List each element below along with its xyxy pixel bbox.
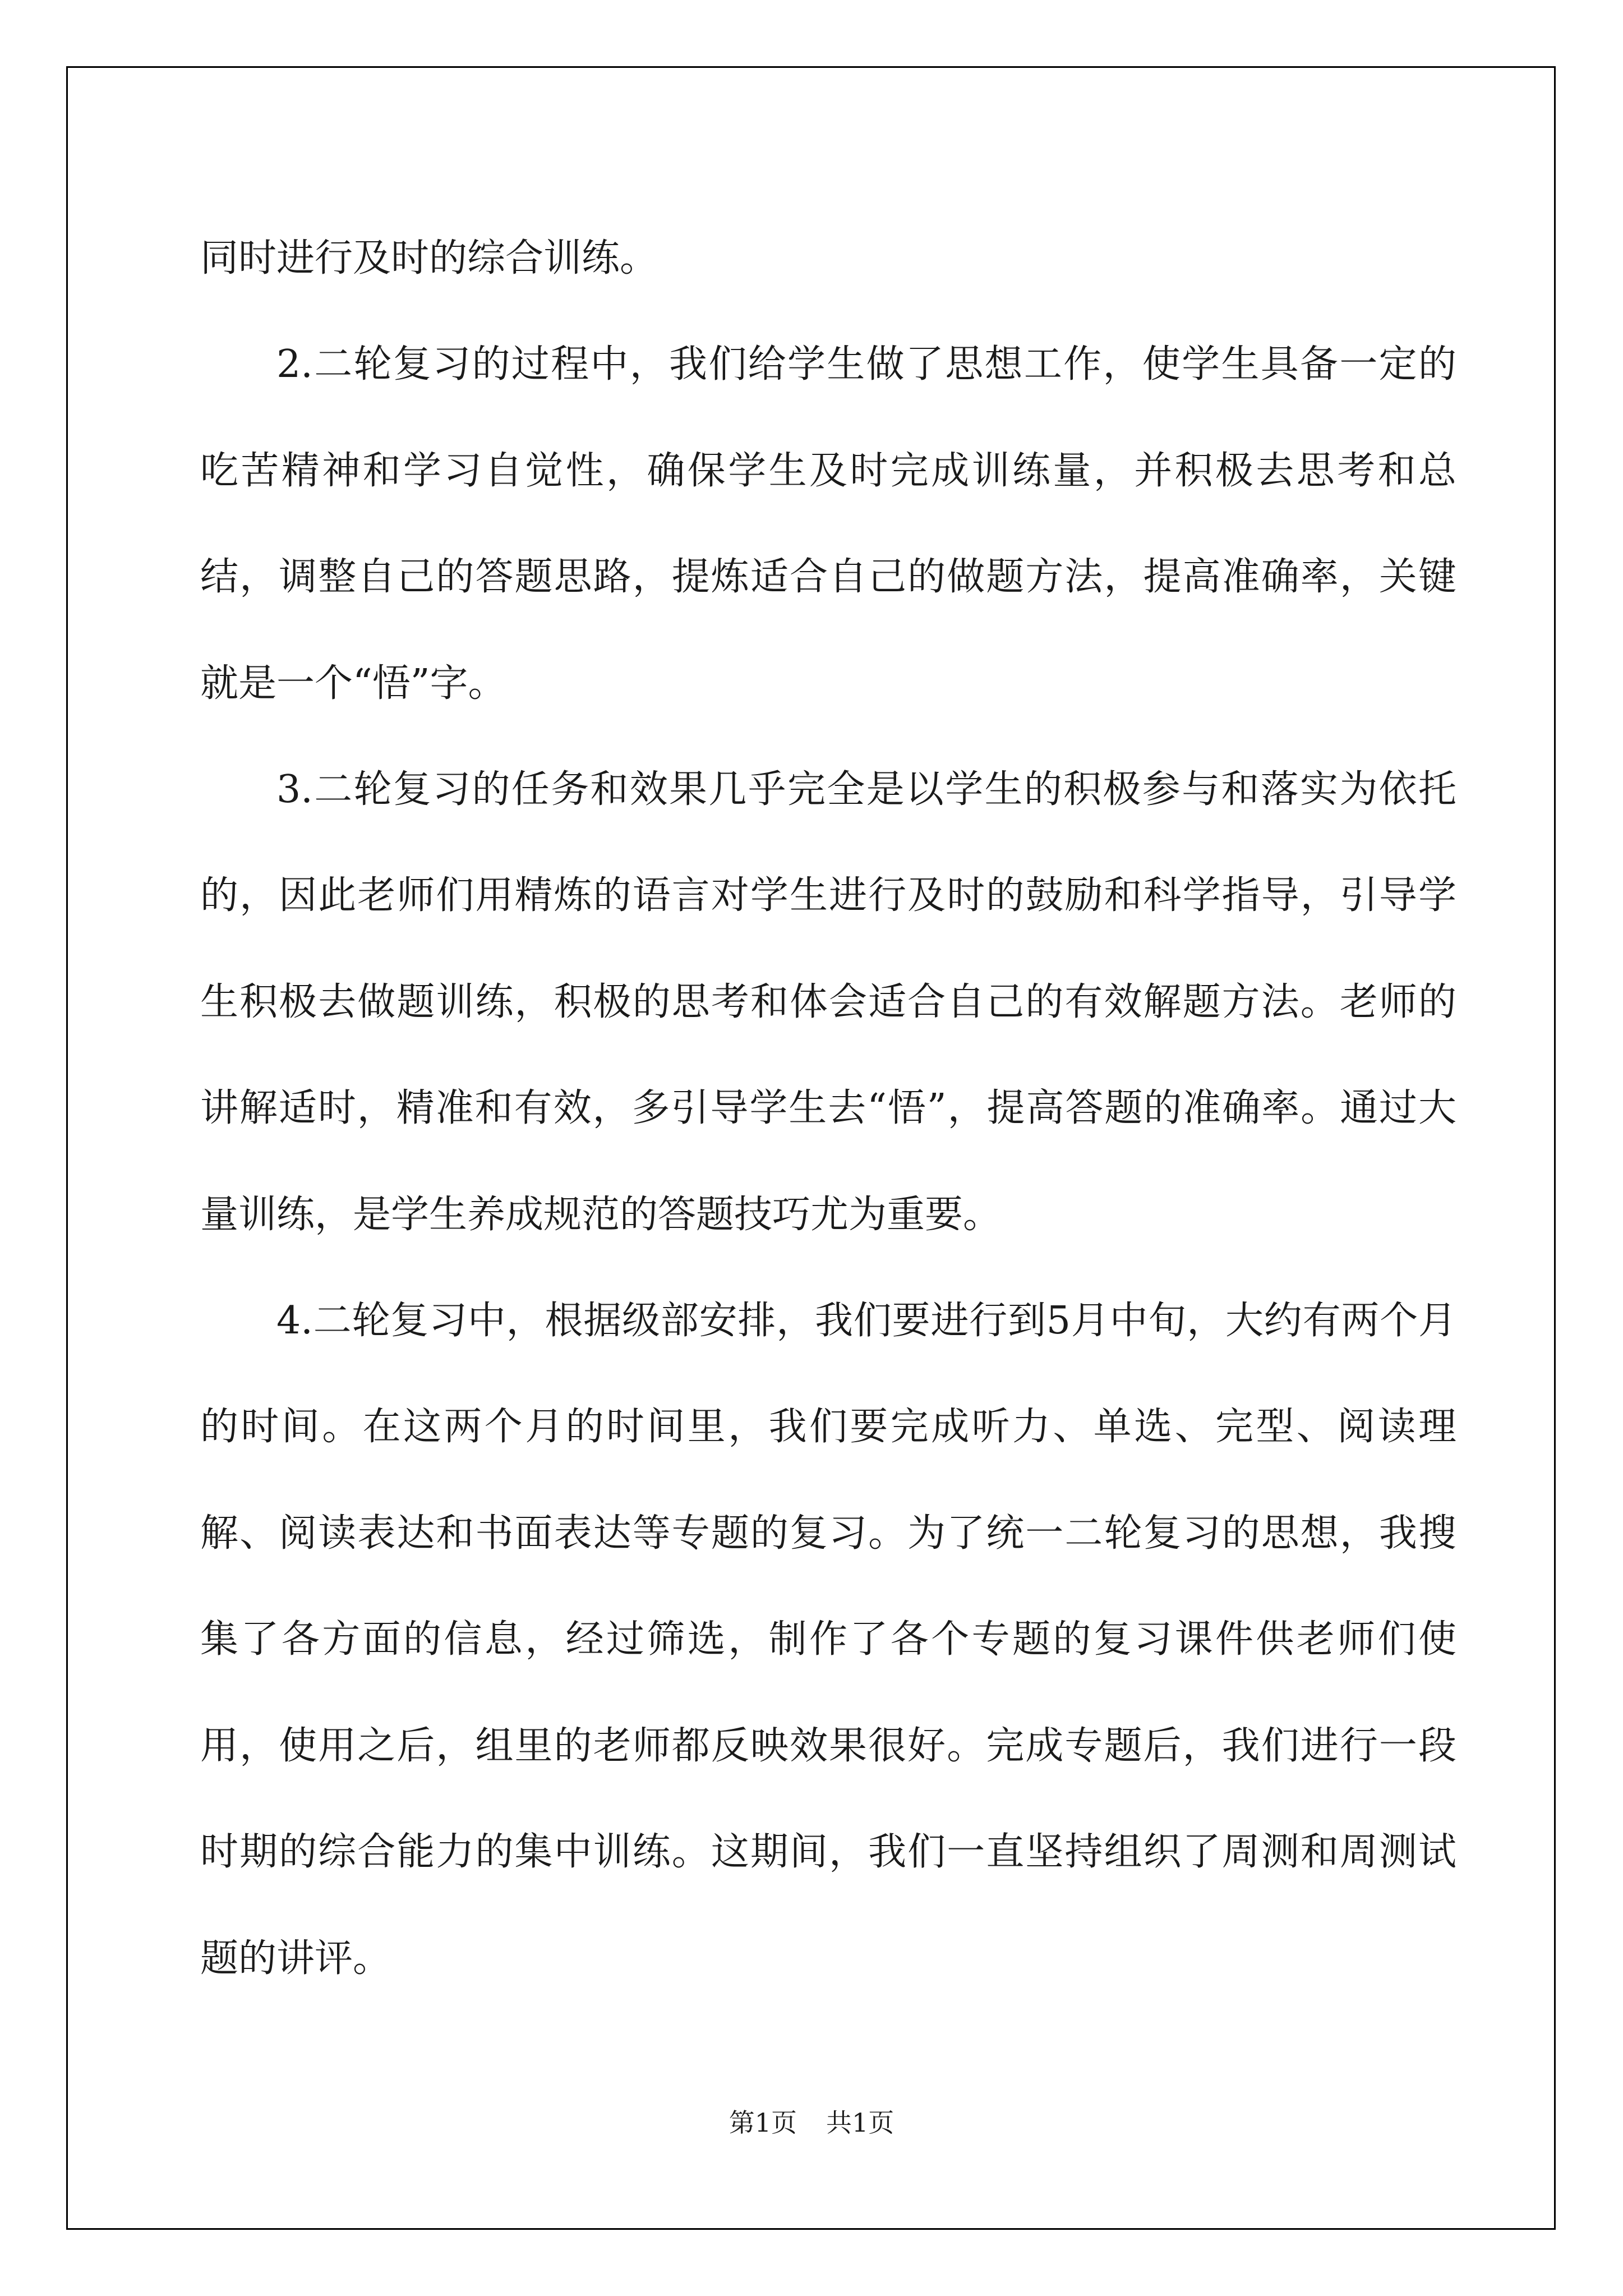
page-number: 第1页 <box>728 2108 797 2138</box>
paragraph-item-4: 4.二轮复习中，根据级部安排，我们要进行到5月中旬，大约有两个月的时间。在这两个月的时间里，我们要完成听力、单选、完型、阅读理解、阅读表达和书面表达等专题的复习。为了统一二轮复习的思想，我搜集了各方面的信息，经过筛选，制作了各个专题的复习课件供老师们使用，使用之后，组里的老师都反映效果很好。完成专题后，我们进行一段时期的综合能力的集中训练。这期间，我们一直坚持组织了周测和周测试题的讲评。 <box>200 1299 1456 1981</box>
paragraph-continuation: 同时进行及时的综合训练。 <box>200 236 658 280</box>
page-footer <box>0 2102 1623 2139</box>
page-total: 共1页 <box>826 2108 895 2138</box>
paragraph-item-3: 3.二轮复习的任务和效果几乎完全是以学生的积极参与和落实为依托的，因此老师们用精炼的语言对学生进行及时的鼓励和科学指导，引导学生积极去做题训练，积极的思考和体会适合自己的有效解题方法。老师的讲解适时，精准和有效，多引导学生去“悟”，提高答题的准确率。通过大量训练，是学生养成规范的答题技巧尤为重要。 <box>200 767 1456 1237</box>
paragraph-item-2: 2.二轮复习的过程中，我们给学生做了思想工作，使学生具备一定的吃苦精神和学习自觉性，确保学生及时完成训练量，并积极去思考和总结，调整自己的答题思路，提炼适合自己的做题方法，提高准确率，关键就是一个“悟”字。 <box>200 342 1456 706</box>
document-body <box>200 205 1456 2012</box>
